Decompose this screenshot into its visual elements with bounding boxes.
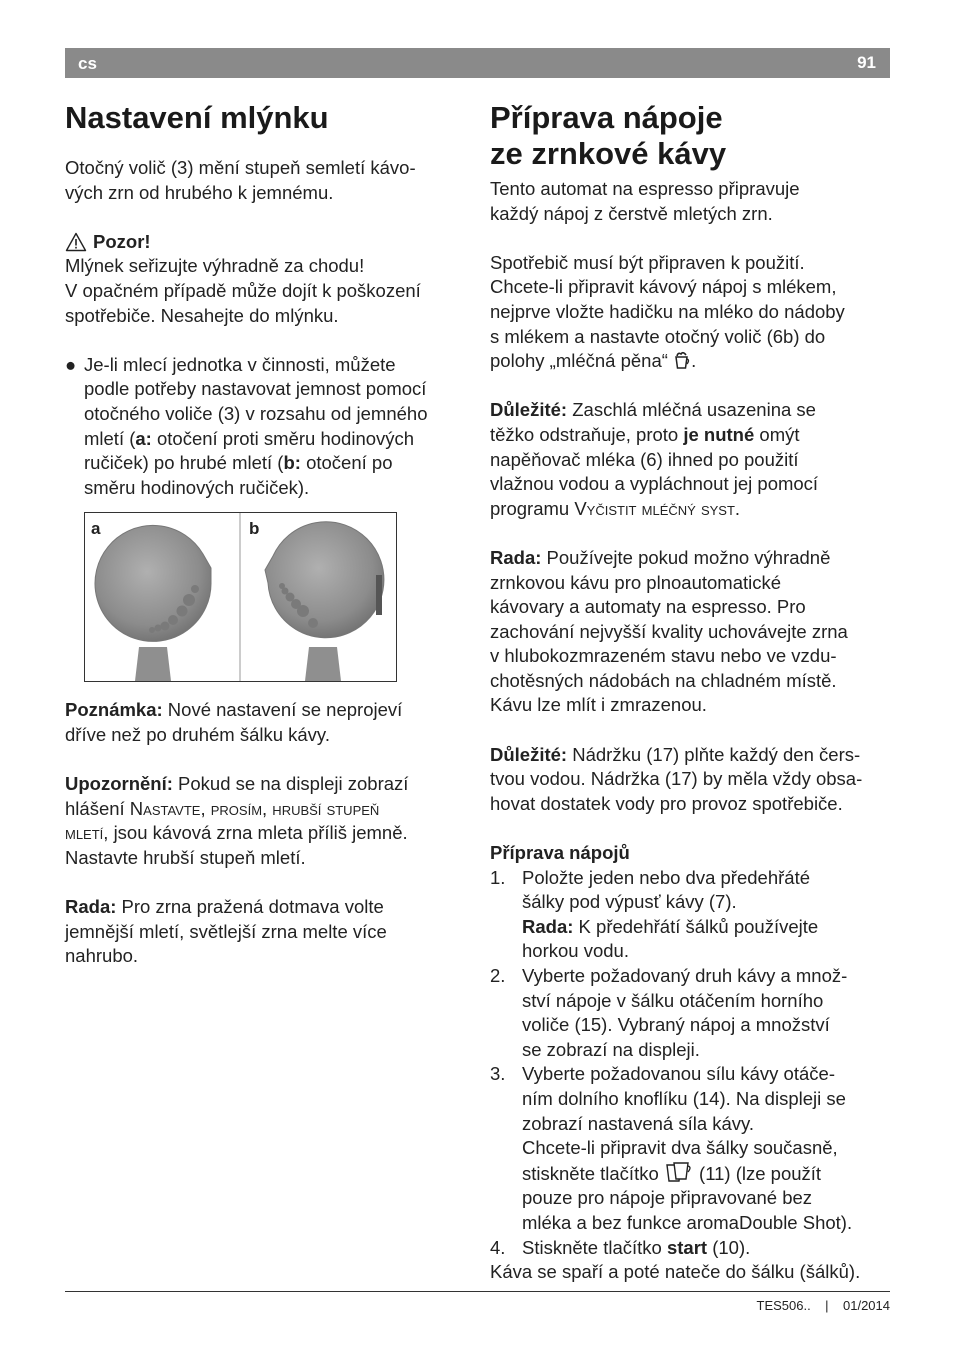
tip-line: Kávu lze mlít i zmrazenou. <box>490 694 707 716</box>
important-line: hovat dostatek vody pro provoz spotřebiče. <box>490 792 843 814</box>
note-line: Poznámka: Nové nastavení se neprojeví <box>65 699 403 721</box>
two-cups-icon <box>664 1161 694 1183</box>
warning-label: Pozor! <box>93 230 151 252</box>
bullet-item <box>65 353 470 501</box>
bullet-line: podle potřeby nastavovat jemnost pomocí <box>84 378 427 400</box>
step-line: ství nápoje v šálku otáčením horního <box>522 989 824 1011</box>
grinder-dial-figure <box>84 512 397 682</box>
warning-triangle-icon <box>65 232 87 252</box>
important-line: programu Vyčistit mléčný syst. <box>490 497 741 519</box>
grinder-knob-illustration <box>85 513 396 681</box>
tip-line: zrnkovou kávu pro plnoautomatické <box>490 571 782 593</box>
bullet-line: otočného voliče (3) v rozsahu od jemného <box>84 402 428 424</box>
important-line: těžko odstraňuje, proto je nutné omýt <box>490 423 800 445</box>
warning-line: spotřebiče. Nesahejte do mlýnku. <box>65 304 339 326</box>
step-line: zobrazí nastavená síla kávy. <box>522 1112 755 1134</box>
step-item <box>490 1236 895 1261</box>
notice-line: Upozornění: Pokud se na displeji zobrazí <box>65 773 409 795</box>
step-line: pouze pro nápoje připravované bez <box>522 1187 813 1209</box>
step-line: mléka a bez funkce aromaDouble Shot). <box>522 1211 853 1233</box>
step-item <box>490 1062 895 1235</box>
step-line: horkou vodu. <box>522 940 629 962</box>
bullet-line: Je-li mlecí jednotka v činnosti, můžete <box>84 353 396 375</box>
step-number: 2. <box>490 965 506 986</box>
tip-line: kávovary a automaty na espresso. Pro <box>490 596 806 618</box>
important-line: Důležité: Zaschlá mléčná usazenina se <box>490 399 816 421</box>
warning-line: V opačném případě může dojít k poškození <box>65 279 421 301</box>
section-title-grinder: Nastavení mlýnku <box>65 100 329 135</box>
step-line: Chcete-li připravit dva šálky současně, <box>522 1137 838 1159</box>
section-title-beverage: Příprava nápoje ze zrnkové kávy <box>490 100 727 171</box>
model-number: TES506.. <box>756 1298 811 1313</box>
tip-line: jemnější mletí, světlejší zrna melte více <box>65 920 387 942</box>
step-line: stiskněte tlačítko (11) (lze použít <box>522 1162 822 1184</box>
notice-line: hlášení Nastavte, prosím, hrubší stupeň <box>65 797 380 819</box>
ready-line: polohy „mléčná pěna“ . <box>490 350 697 372</box>
figure-label-a: a <box>91 519 101 539</box>
warning-heading <box>65 230 470 255</box>
footer-divider <box>65 1291 890 1292</box>
language-code: cs <box>78 54 97 73</box>
ready-line: Spotřebič musí být připraven k použití. <box>490 251 805 273</box>
note-line: dříve než po druhém šálku kávy. <box>65 723 330 745</box>
step-number: 3. <box>490 1063 506 1085</box>
intro-line: Tento automat na espresso připravuje <box>490 178 800 199</box>
tip-line: zachování nejvyšší kvality uchovávejte zrna <box>490 620 848 642</box>
footer-separator: | <box>825 1298 829 1313</box>
prep-heading: Příprava nápojů <box>490 842 630 864</box>
tip-line: v hlubokozmrazeném stavu nebo ve vzdu- <box>490 645 837 667</box>
tip-line: Rada: Používejte pokud možno výhradně <box>490 546 831 568</box>
prep-steps <box>490 866 895 1261</box>
right-column <box>490 96 895 1285</box>
step-item <box>490 866 895 964</box>
intro-line: každý nápoj z čerstvě mletých zrn. <box>490 202 773 224</box>
intro-line: vých zrn od hrubého k jemnému. <box>65 181 334 203</box>
step-line: Položte jeden nebo dva předehřáté <box>522 866 810 888</box>
important-line: vlažnou vodou a vypláchnout jej pomocí <box>490 473 819 495</box>
ready-line: nejprve vložte hadičku na mléko do nádoby <box>490 300 845 322</box>
step-number: 1. <box>490 866 506 888</box>
step-line: Vyberte požadovaný druh kávy a množ- <box>522 965 848 986</box>
page-header <box>65 48 890 78</box>
footer-date: 01/2014 <box>843 1298 890 1313</box>
important-line: tvou vodou. Nádržka (17) by měla vždy obsa- <box>490 768 863 790</box>
step-line: Rada: K předehřátí šálků používejte <box>522 915 819 937</box>
warning-line: Mlýnek seřizujte výhradně za chodu! <box>65 255 365 277</box>
tip-line: chotěsných nádobách na chladném místě. <box>490 669 837 691</box>
closing-line: Káva se spaří a poté nateče do šálku (šálků). <box>490 1261 861 1283</box>
intro-line: Otočný volič (3) mění stupeň semletí kávo- <box>65 157 416 178</box>
left-column <box>65 96 470 969</box>
milk-foam-icon <box>673 350 691 370</box>
step-line: šálky pod výpusť kávy (7). <box>522 891 737 913</box>
tip-line: Rada: Pro zrna pražená dotmava volte <box>65 896 384 918</box>
ready-line: s mlékem a nastavte otočný volič (6b) do <box>490 325 826 347</box>
page-number: 91 <box>857 53 876 72</box>
bullet-line: mletí (a: otočení proti směru hodinových <box>84 427 415 449</box>
bullet-line: směru hodinových ručiček). <box>84 476 310 498</box>
important-line: napěňovač mléka (6) ihned po použití <box>490 448 799 470</box>
page-footer <box>757 1298 891 1313</box>
figure-label-b: b <box>249 519 260 539</box>
bullet-dot: ● <box>65 353 77 375</box>
bullet-line: ručiček) po hrubé mletí (b: otočení po <box>84 452 393 474</box>
step-line: se zobrazí na displeji. <box>522 1038 700 1060</box>
important-line: Důležité: Nádržku (17) plňte každý den čers- <box>490 743 861 765</box>
notice-line: mletí, jsou kávová zrna mleta příliš jemně. <box>65 822 408 844</box>
ready-line: Chcete-li připravit kávový nápoj s mlékem, <box>490 276 837 298</box>
step-line: Stiskněte tlačítko start (10). <box>522 1236 751 1258</box>
notice-line: Nastavte hrubší stupeň mletí. <box>65 846 306 868</box>
step-item <box>490 964 895 1062</box>
step-line: Vyberte požadovanou sílu kávy otáče- <box>522 1063 835 1085</box>
tip-line: nahrubo. <box>65 945 139 967</box>
step-line: voliče (15). Vybraný nápoj a množství <box>522 1014 830 1036</box>
step-number: 4. <box>490 1236 506 1258</box>
step-line: ním dolního knoflíku (14). Na displeji se <box>522 1087 846 1109</box>
